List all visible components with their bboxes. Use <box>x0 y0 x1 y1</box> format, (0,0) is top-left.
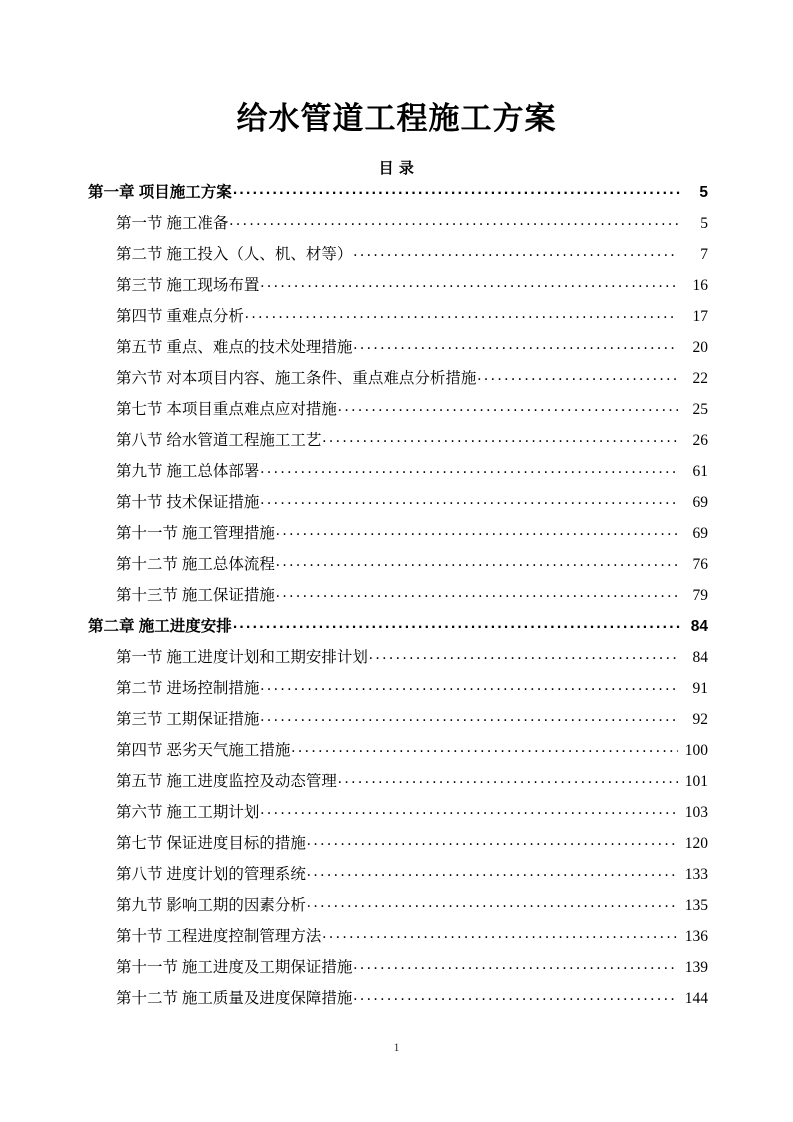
toc-entry-label: 第三节 工期保证措施 <box>116 711 260 728</box>
toc-entry-label: 第四节 恶劣天气施工措施 <box>116 742 291 759</box>
toc-section-entry[interactable] <box>88 645 708 676</box>
toc-section-entry[interactable] <box>88 831 708 862</box>
toc-section-entry[interactable] <box>88 211 708 242</box>
toc-entry-page-number: 5 <box>700 215 708 232</box>
toc-section-entry[interactable] <box>88 893 708 924</box>
toc-entry-page-number: 5 <box>699 184 708 201</box>
toc-section-entry[interactable] <box>88 583 708 614</box>
toc-entry-label: 第六节 施工工期计划 <box>116 804 260 821</box>
toc-entry-page-number: 101 <box>684 773 708 790</box>
toc-dot-leader <box>338 770 678 786</box>
toc-section-entry[interactable] <box>88 676 708 707</box>
toc-entry-page-number: 7 <box>700 246 708 263</box>
toc-entry-label: 第五节 施工进度监控及动态管理 <box>116 773 337 790</box>
toc-entry-label: 第一章 项目施工方案 <box>88 184 232 201</box>
toc-entry-page-number: 69 <box>692 525 708 542</box>
toc-dot-leader <box>276 522 678 538</box>
toc-dot-leader <box>307 894 678 910</box>
toc-dot-leader <box>322 429 678 445</box>
toc-entry-page-number: 20 <box>692 339 708 356</box>
toc-section-entry[interactable] <box>88 862 708 893</box>
toc-entry-label: 第十二节 施工总体流程 <box>116 556 275 573</box>
toc-entry-label: 第二节 进场控制措施 <box>116 680 260 697</box>
toc-section-entry[interactable] <box>88 242 708 273</box>
toc-chapter-entry[interactable] <box>88 180 708 211</box>
toc-dot-leader <box>233 181 681 197</box>
toc-entry-page-number: 135 <box>684 897 708 914</box>
toc-entry-label: 第九节 影响工期的因素分析 <box>116 897 306 914</box>
toc-dot-leader <box>260 708 678 724</box>
toc-section-entry[interactable] <box>88 707 708 738</box>
toc-dot-leader <box>353 243 678 259</box>
toc-entry-page-number: 61 <box>692 463 708 480</box>
toc-entry-page-number: 69 <box>692 494 708 511</box>
toc-entry-label: 第十一节 施工进度及工期保证措施 <box>116 959 353 976</box>
toc-section-entry[interactable] <box>88 924 708 955</box>
toc-entry-label: 第四节 重难点分析 <box>116 308 244 325</box>
toc-section-entry[interactable] <box>88 955 708 986</box>
toc-section-entry[interactable] <box>88 769 708 800</box>
page-number-footer: 1 <box>393 1040 400 1054</box>
toc-dot-leader <box>260 274 678 290</box>
toc-dot-leader <box>369 646 678 662</box>
toc-entry-page-number: 144 <box>684 990 708 1007</box>
toc-entry-page-number: 133 <box>684 866 708 883</box>
toc-entry-page-number: 92 <box>692 711 708 728</box>
toc-entry-label: 第八节 给水管道工程施工工艺 <box>116 432 322 449</box>
toc-section-entry[interactable] <box>88 490 708 521</box>
toc-dot-leader <box>260 460 678 476</box>
toc-entry-label: 第七节 保证进度目标的措施 <box>116 835 306 852</box>
toc-entry-page-number: 100 <box>684 742 708 759</box>
toc-entry-page-number: 26 <box>692 432 708 449</box>
document-title: 给水管道工程施工方案 <box>236 101 557 136</box>
toc-entry-page-number: 103 <box>684 804 708 821</box>
toc-entry-label: 第二章 施工进度安排 <box>88 618 232 635</box>
toc-dot-leader <box>260 491 678 507</box>
toc-dot-leader <box>353 336 678 352</box>
toc-section-entry[interactable] <box>88 304 708 335</box>
toc-entry-label: 第八节 进度计划的管理系统 <box>116 866 306 883</box>
table-of-contents <box>88 180 708 1017</box>
toc-entry-page-number: 84 <box>690 618 708 635</box>
toc-entry-label: 第二节 施工投入（人、机、材等） <box>116 246 353 263</box>
toc-entry-label: 第十三节 施工保证措施 <box>116 587 275 604</box>
toc-dot-leader <box>338 398 678 414</box>
toc-dot-leader <box>233 615 681 631</box>
toc-entry-label: 第五节 重点、难点的技术处理措施 <box>116 339 353 356</box>
toc-dot-leader <box>260 677 678 693</box>
toc-entry-page-number: 84 <box>692 649 708 666</box>
toc-section-entry[interactable] <box>88 366 708 397</box>
toc-section-entry[interactable] <box>88 459 708 490</box>
toc-section-entry[interactable] <box>88 397 708 428</box>
toc-entry-page-number: 22 <box>692 370 708 387</box>
toc-entry-label: 第十一节 施工管理措施 <box>116 525 275 542</box>
toc-entry-label: 第十节 技术保证措施 <box>116 494 260 511</box>
toc-entry-label: 第六节 对本项目内容、施工条件、重点难点分析措施 <box>116 370 477 387</box>
toc-entry-label: 第七节 本项目重点难点应对措施 <box>116 401 337 418</box>
toc-entry-label: 第一节 施工进度计划和工期安排计划 <box>116 649 368 666</box>
toc-entry-label: 第九节 施工总体部署 <box>116 463 260 480</box>
toc-entry-page-number: 136 <box>684 928 708 945</box>
toc-entry-page-number: 139 <box>684 959 708 976</box>
toc-entry-page-number: 79 <box>692 587 708 604</box>
toc-entry-page-number: 17 <box>692 308 708 325</box>
table-of-contents-heading: 目 录 <box>378 160 415 177</box>
toc-dot-leader <box>307 863 678 879</box>
toc-dot-leader <box>276 584 678 600</box>
toc-entry-label: 第一节 施工准备 <box>116 215 229 232</box>
toc-entry-page-number: 16 <box>692 277 708 294</box>
toc-entry-page-number: 25 <box>692 401 708 418</box>
toc-dot-leader <box>245 305 678 321</box>
toc-section-entry[interactable] <box>88 552 708 583</box>
toc-entry-page-number: 91 <box>692 680 708 697</box>
toc-entry-label: 第十节 工程进度控制管理方法 <box>116 928 322 945</box>
toc-section-entry[interactable] <box>88 335 708 366</box>
toc-dot-leader <box>322 925 678 941</box>
toc-dot-leader <box>276 553 678 569</box>
toc-section-entry[interactable] <box>88 521 708 552</box>
toc-dot-leader <box>353 956 678 972</box>
toc-entry-label: 第三节 施工现场布置 <box>116 277 260 294</box>
toc-entry-page-number: 120 <box>684 835 708 852</box>
toc-dot-leader <box>291 739 678 755</box>
toc-section-entry[interactable] <box>88 800 708 831</box>
toc-dot-leader <box>229 212 678 228</box>
toc-section-entry[interactable] <box>88 738 708 769</box>
toc-dot-leader <box>477 367 678 383</box>
toc-entry-label: 第十二节 施工质量及进度保障措施 <box>116 990 353 1007</box>
toc-dot-leader <box>307 832 678 848</box>
toc-dot-leader <box>260 801 678 817</box>
toc-section-entry[interactable] <box>88 428 708 459</box>
toc-section-entry[interactable] <box>88 986 708 1017</box>
toc-section-entry[interactable] <box>88 273 708 304</box>
toc-entry-page-number: 76 <box>692 556 708 573</box>
toc-chapter-entry[interactable] <box>88 614 708 645</box>
toc-dot-leader <box>353 987 678 1003</box>
